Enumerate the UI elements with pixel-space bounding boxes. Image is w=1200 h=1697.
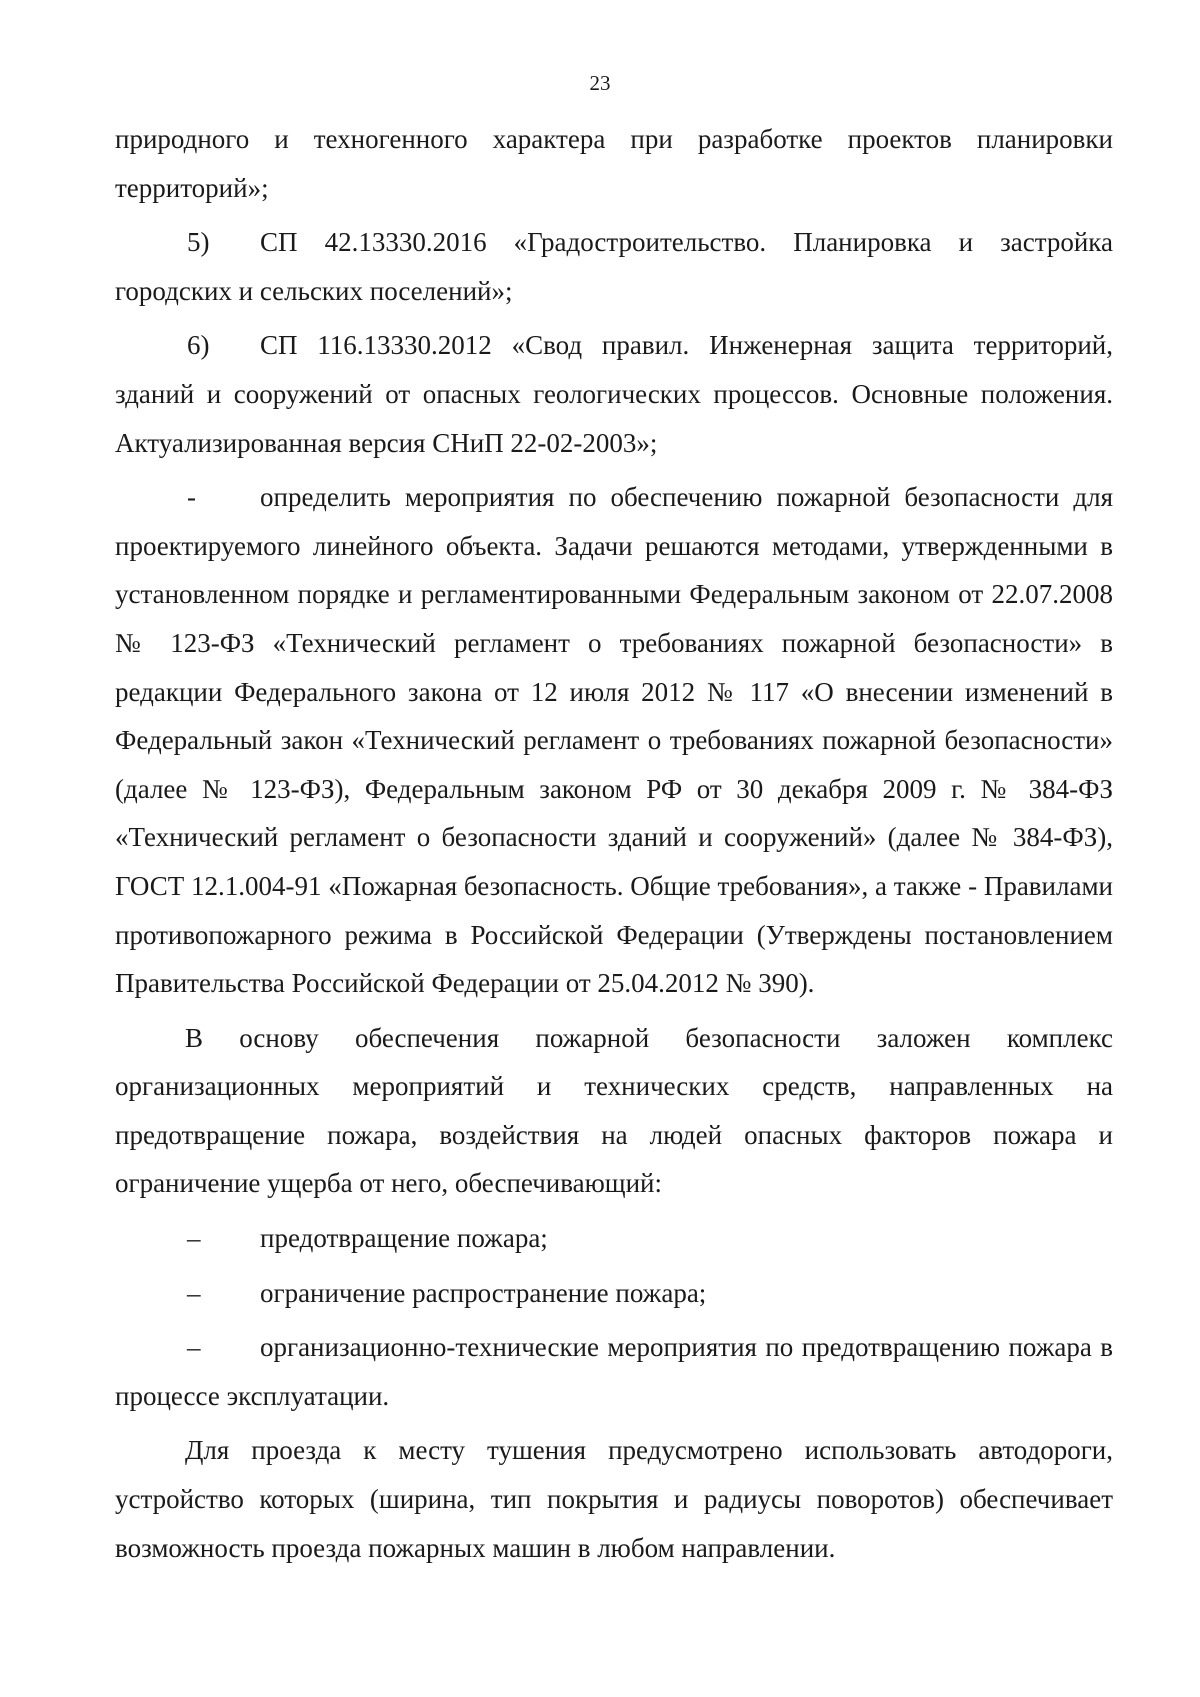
bullet-fire-safety <box>115 473 1113 1008</box>
dash-marker-2: – <box>187 1277 201 1308</box>
dash-marker-1: – <box>187 1223 201 1254</box>
list-item-5-text: СП 42.13330.2016 «Градостроительство. Планировка и застройка городских и сельских поселений»; <box>115 227 1113 306</box>
list-item-5 <box>115 218 1113 315</box>
list-item-6 <box>115 321 1113 467</box>
page-content <box>115 115 1113 1572</box>
dash-item-3-text: организационно-технические мероприятия по предотвращению пожара в процессе эксплуатации. <box>115 1332 1113 1411</box>
paragraph-access-roads: Для проезда к месту тушения предусмотрено использовать автодороги, устройство которых (ширина, тип покрытия и радиусы поворотов) обеспечивает возможность проезда пожарных машин в любом направлении. <box>115 1435 1113 1563</box>
dash-item-3 <box>115 1323 1113 1420</box>
bullet-marker: - <box>187 482 196 513</box>
list-marker-6: 6) <box>187 330 210 361</box>
list-item-6-text: СП 116.13330.2012 «Свод правил. Инженерная защита территорий, зданий и сооружений от опасных геологических процессов. Основные положения. Актуализированная версия СНиП 22-02-2003»; <box>115 330 1113 458</box>
bullet-fire-safety-text: определить мероприятия по обеспечению пожарной безопасности для проектируемого линейного объекта. Задачи решаются методами, утвержденными в установленном порядке и регламентированными Федеральным законом от 22.07.2008 № 123-ФЗ «Технический регламент о требованиях пожарной безопасности» в редакции Федерального закона от 12 июля 2012 № 117 «О внесении изменений в Федеральный закон «Технический регламент о требованиях пожарной безопасности» (далее № 123-ФЗ), Федеральным законом РФ от 30 декабря 2009 г. № 384-ФЗ «Технический регламент о безопасности зданий и сооружений» (далее № 384-ФЗ), ГОСТ 12.1.004-91 «Пожарная безопасность. Общие требования», а также - Правилами противопожарного режима в Российской Федерации (Утверждены постановлением Правительства Российской Федерации от 25.04.2012 № 390). <box>115 482 1113 999</box>
dash-item-2-text: ограничение распространение пожара; <box>260 1277 707 1308</box>
paragraph-continuation: природного и техногенного характера при разработке проектов планировки территорий»; <box>115 124 1113 203</box>
paragraph-basis: В основу обеспечения пожарной безопасности заложен комплекс организационных мероприятий и технических средств, направленных на предотвращение пожара, воздействия на людей опасных факторов пожара и ограничение ущерба от него, обеспечивающий: <box>115 1022 1113 1199</box>
dash-marker-3: – <box>187 1332 201 1363</box>
list-marker-5: 5) <box>187 227 210 258</box>
dash-item-1 <box>115 1214 1113 1263</box>
page-number: 23 <box>589 71 611 95</box>
dash-item-2 <box>115 1269 1113 1318</box>
dash-item-1-text: предотвращение пожара; <box>260 1223 548 1254</box>
